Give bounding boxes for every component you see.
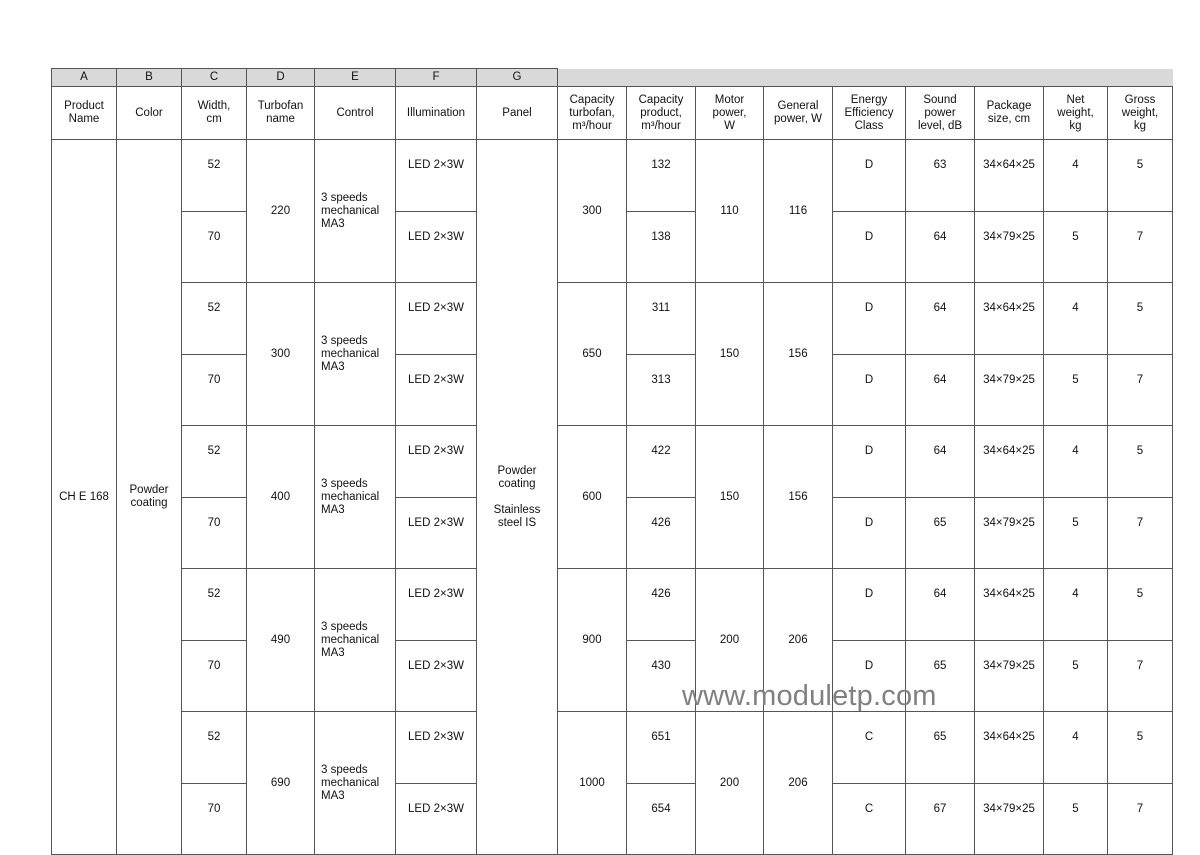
motor-power-cell: 200 — [696, 569, 764, 712]
column-letter: G — [477, 69, 558, 87]
width-cell: 70 — [182, 640, 247, 712]
illumination-cell: LED 2×3W — [396, 283, 477, 355]
package-size-cell: 34×79×25 — [975, 211, 1044, 283]
net-weight-cell: 4 — [1044, 283, 1108, 355]
capacity-turbofan-cell: 900 — [558, 569, 627, 712]
table-row — [52, 426, 1173, 498]
sound-level-cell: 63 — [906, 140, 975, 212]
column-letter: F — [396, 69, 477, 87]
motor-power-cell: 110 — [696, 140, 764, 283]
column-header: Net weight, kg — [1044, 87, 1108, 140]
column-letter: C — [182, 69, 247, 87]
illumination-cell: LED 2×3W — [396, 712, 477, 784]
gross-weight-cell: 7 — [1108, 211, 1173, 283]
sound-level-cell: 64 — [906, 569, 975, 641]
column-header: Color — [117, 87, 182, 140]
energy-class-cell: D — [833, 569, 906, 641]
illumination-cell: LED 2×3W — [396, 640, 477, 712]
control-cell: 3 speeds mechanical MA3 — [315, 283, 396, 426]
illumination-cell: LED 2×3W — [396, 354, 477, 426]
capacity-product-cell: 426 — [627, 569, 696, 641]
energy-class-cell: D — [833, 140, 906, 212]
illumination-cell: LED 2×3W — [396, 497, 477, 569]
column-header: Illumination — [396, 87, 477, 140]
width-cell: 52 — [182, 283, 247, 355]
width-cell: 70 — [182, 354, 247, 426]
illumination-cell: LED 2×3W — [396, 426, 477, 498]
website-url: www.moduletp.com — [682, 680, 937, 712]
package-size-cell: 34×64×25 — [975, 140, 1044, 212]
energy-class-cell: D — [833, 426, 906, 498]
capacity-product-cell: 654 — [627, 783, 696, 855]
capacity-turbofan-cell: 600 — [558, 426, 627, 569]
general-power-cell: 156 — [764, 426, 833, 569]
sound-level-cell: 65 — [906, 712, 975, 784]
column-header: Panel — [477, 87, 558, 140]
package-size-cell: 34×79×25 — [975, 783, 1044, 855]
width-cell: 52 — [182, 140, 247, 212]
gross-weight-cell: 5 — [1108, 140, 1173, 212]
turbofan-cell: 490 — [247, 569, 315, 712]
net-weight-cell: 5 — [1044, 783, 1108, 855]
control-cell: 3 speeds mechanical MA3 — [315, 426, 396, 569]
column-header: General power, W — [764, 87, 833, 140]
general-power-cell: 206 — [764, 712, 833, 855]
control-cell: 3 speeds mechanical MA3 — [315, 140, 396, 283]
control-cell: 3 speeds mechanical MA3 — [315, 569, 396, 712]
sound-level-cell: 64 — [906, 426, 975, 498]
column-header: Control — [315, 87, 396, 140]
sound-level-cell: 64 — [906, 283, 975, 355]
capacity-turbofan-cell: 300 — [558, 140, 627, 283]
sound-level-cell: 65 — [906, 497, 975, 569]
energy-class-cell: D — [833, 354, 906, 426]
net-weight-cell: 4 — [1044, 140, 1108, 212]
capacity-product-cell: 422 — [627, 426, 696, 498]
illumination-cell: LED 2×3W — [396, 140, 477, 212]
width-cell: 52 — [182, 426, 247, 498]
capacity-product-cell: 138 — [627, 211, 696, 283]
width-cell: 70 — [182, 783, 247, 855]
column-letter: B — [117, 69, 182, 87]
gross-weight-cell: 7 — [1108, 783, 1173, 855]
table-row — [52, 569, 1173, 641]
net-weight-cell: 4 — [1044, 426, 1108, 498]
capacity-product-cell: 313 — [627, 354, 696, 426]
color-cell: Powder coating — [117, 140, 182, 855]
column-header: Turbofan name — [247, 87, 315, 140]
net-weight-cell: 4 — [1044, 712, 1108, 784]
capacity-product-cell: 132 — [627, 140, 696, 212]
sound-level-cell: 64 — [906, 211, 975, 283]
table-row — [52, 283, 1173, 355]
turbofan-cell: 220 — [247, 140, 315, 283]
column-letter: E — [315, 69, 396, 87]
general-power-cell: 116 — [764, 140, 833, 283]
energy-class-cell: D — [833, 211, 906, 283]
general-power-cell: 206 — [764, 569, 833, 712]
capacity-turbofan-cell: 650 — [558, 283, 627, 426]
product-name-cell: CH E 168 — [52, 140, 117, 855]
width-cell: 70 — [182, 497, 247, 569]
blank-space — [558, 69, 1173, 87]
capacity-product-cell: 430 — [627, 640, 696, 712]
illumination-cell: LED 2×3W — [396, 783, 477, 855]
general-power-cell: 156 — [764, 283, 833, 426]
capacity-product-cell: 311 — [627, 283, 696, 355]
column-header: Product Name — [52, 87, 117, 140]
motor-power-cell: 200 — [696, 712, 764, 855]
gross-weight-cell: 7 — [1108, 640, 1173, 712]
column-header: Capacity turbofan, m³/hour — [558, 87, 627, 140]
sound-level-cell: 67 — [906, 783, 975, 855]
gross-weight-cell: 7 — [1108, 354, 1173, 426]
net-weight-cell: 5 — [1044, 211, 1108, 283]
net-weight-cell: 4 — [1044, 569, 1108, 641]
net-weight-cell: 5 — [1044, 354, 1108, 426]
column-header: Energy Efficiency Class — [833, 87, 906, 140]
control-cell: 3 speeds mechanical MA3 — [315, 712, 396, 855]
energy-class-cell: D — [833, 283, 906, 355]
illumination-cell: LED 2×3W — [396, 569, 477, 641]
width-cell: 52 — [182, 569, 247, 641]
package-size-cell: 34×64×25 — [975, 283, 1044, 355]
package-size-cell: 34×79×25 — [975, 640, 1044, 712]
net-weight-cell: 5 — [1044, 640, 1108, 712]
column-header: Gross weight, kg — [1108, 87, 1173, 140]
gross-weight-cell: 7 — [1108, 497, 1173, 569]
gross-weight-cell: 5 — [1108, 426, 1173, 498]
column-header: Sound power level, dB — [906, 87, 975, 140]
column-header: Width, cm — [182, 87, 247, 140]
sound-level-cell: 65 — [906, 640, 975, 712]
column-header: Capacity product, m³/hour — [627, 87, 696, 140]
turbofan-cell: 300 — [247, 283, 315, 426]
gross-weight-cell: 5 — [1108, 712, 1173, 784]
energy-class-cell: D — [833, 640, 906, 712]
energy-class-cell: C — [833, 712, 906, 784]
column-letter-row — [52, 69, 1173, 87]
capacity-product-cell: 426 — [627, 497, 696, 569]
table-row — [52, 140, 1173, 212]
gross-weight-cell: 5 — [1108, 283, 1173, 355]
turbofan-cell: 690 — [247, 712, 315, 855]
width-cell: 70 — [182, 211, 247, 283]
illumination-cell: LED 2×3W — [396, 211, 477, 283]
package-size-cell: 34×64×25 — [975, 712, 1044, 784]
package-size-cell: 34×79×25 — [975, 497, 1044, 569]
panel-cell: Powder coating Stainless steel IS — [477, 140, 558, 855]
table-row — [52, 712, 1173, 784]
capacity-product-cell: 651 — [627, 712, 696, 784]
sound-level-cell: 64 — [906, 354, 975, 426]
package-size-cell: 34×64×25 — [975, 569, 1044, 641]
turbofan-cell: 400 — [247, 426, 315, 569]
header-row — [52, 87, 1173, 140]
energy-class-cell: D — [833, 497, 906, 569]
gross-weight-cell: 5 — [1108, 569, 1173, 641]
energy-class-cell: C — [833, 783, 906, 855]
spec-table — [51, 68, 1173, 855]
column-header: Package size, cm — [975, 87, 1044, 140]
column-header: Motor power, W — [696, 87, 764, 140]
package-size-cell: 34×79×25 — [975, 354, 1044, 426]
column-letter: A — [52, 69, 117, 87]
net-weight-cell: 5 — [1044, 497, 1108, 569]
motor-power-cell: 150 — [696, 426, 764, 569]
motor-power-cell: 150 — [696, 283, 764, 426]
package-size-cell: 34×64×25 — [975, 426, 1044, 498]
column-letter: D — [247, 69, 315, 87]
width-cell: 52 — [182, 712, 247, 784]
capacity-turbofan-cell: 1000 — [558, 712, 627, 855]
